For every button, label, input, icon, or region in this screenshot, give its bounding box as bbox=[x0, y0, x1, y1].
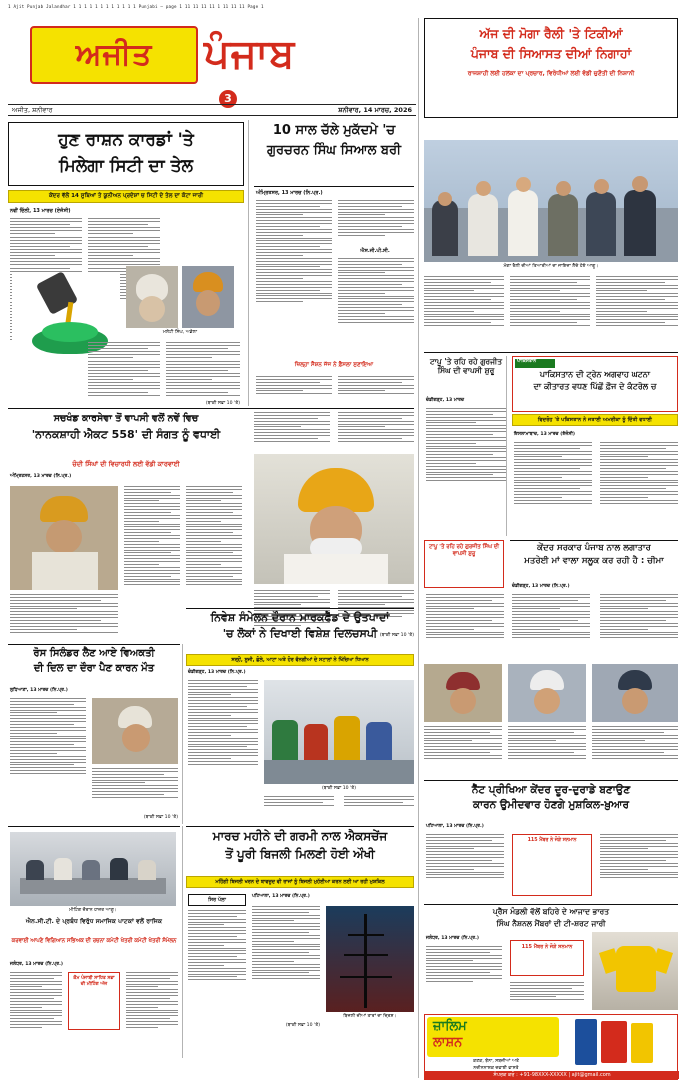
centre-govt-col-2 bbox=[600, 594, 678, 658]
electricity-headline-box bbox=[186, 830, 414, 874]
column-divider-2 bbox=[182, 644, 183, 824]
column-divider-1 bbox=[248, 120, 249, 406]
print-registration-strip: 1 Ajit Punjab Jalandhar 1 1 1 1 1 1 1 1 1 1 1 1 Punjabi — page 1 11 11 11 11 1 11 11 11 Page 1 bbox=[8, 4, 264, 9]
silver-rule bbox=[8, 644, 180, 645]
silver-jumpline: (ਬਾਕੀ ਸਫ਼ਾ 10 'ਤੇ) bbox=[143, 815, 178, 820]
press-byline: ਜਲੰਧਰ, 13 ਮਾਰਚ (ਨਿ.ਪ੍ਰ.) bbox=[426, 936, 479, 941]
turban-portrait-photo bbox=[254, 454, 414, 584]
net-body-col-1 bbox=[426, 834, 504, 900]
masthead bbox=[8, 16, 416, 105]
press-body-col-1 bbox=[426, 946, 502, 1002]
silver-byline: ਲੁਧਿਆਣਾ, 13 ਮਾਰਚ (ਨਿ.ਪ੍ਰ.) bbox=[10, 688, 68, 693]
electricity-photo bbox=[326, 906, 414, 1012]
rally-headline-1: ਅੱਜ ਦੀ ਮੋਗਾ ਰੈਲੀ 'ਤੇ ਟਿਕੀਆਂ bbox=[479, 26, 623, 41]
sachkhand-headline-1: ਸਚਖੰਡ ਕਾਰਸੇਵਾ ਤੋਂ ਵਾਪਸੀ ਵਲੋਂ ਨਵੇਂ ਵਿਚ bbox=[53, 413, 199, 424]
right-body-col-1 bbox=[424, 726, 502, 774]
lead-jumpline: (ਬਾਕੀ ਸਫ਼ਾ 10 'ਤੇ) bbox=[205, 401, 240, 406]
net-headline-2: ਕਾਰਨ ਉਮੀਦਵਾਰ ਹੋਣਗੇ ਮੁਸ਼ਕਿਲ-ਖ਼ੁਆਰ bbox=[472, 799, 629, 812]
electricity-yellow-band: ਮਹਿੰਗੀ ਬਿਜਲੀ ਖਰਨ ਦੇ ਬਾਵਜੂਦ ਵੀ ਰਾਜਾਂ ਨੂੰ ਬਿਜਲੀ ਮੁਹੱਈਆ ਕਰਨ ਲਈ ਆ ਰਹੀ ਮੁਸ਼ਕਿਲ bbox=[186, 876, 414, 888]
ad-brand-line1: ਜ਼ਾਲਿਮ bbox=[433, 1019, 467, 1034]
lead-headline-box bbox=[8, 122, 244, 186]
centre-govt-byline: ਚੰਡੀਗੜ੍ਹ, 13 ਮਾਰਚ (ਨਿ.ਪ੍ਰ.) bbox=[512, 584, 570, 589]
press-red-inset-text: 115 ਮੈਂਬਰ ਨੇ ਜੋੜੇ ਸਨਮਾਨ bbox=[521, 944, 573, 950]
lead-photo-caption: ਮਲੋਟੀ ਸਿੰਘ, ਅਡੋਲਾ bbox=[162, 330, 198, 335]
exhibition-body-col-2 bbox=[264, 796, 334, 812]
sachkhand-redsub: ਚੰਦੀ ਸਿੰਘਾਂ ਦੀ ਵਿਚਾਰਧੀ ਲਈ ਵੱਡੀ ਕਾਰਵਾਈ bbox=[72, 460, 180, 468]
sachkhand-body-col-2 bbox=[124, 486, 180, 640]
electricity-body-col-2 bbox=[252, 906, 320, 1020]
rally-headline-2: ਪੰਜਾਬ ਦੀ ਸਿਆਸਤ ਦੀਆਂ ਨਿਗਾਹਾਂ bbox=[470, 45, 632, 61]
court-subhead: ਜ਼ਿਲ੍ਹਾ ਸੈਸ਼ਨ ਜੱਜ ਨੇ ਫ਼ੈਸਲਾ ਸੁਣਾਇਆ bbox=[294, 362, 374, 368]
ad-brand-line2: ਲਾਸ਼ਨ bbox=[433, 1035, 463, 1050]
meeting-red-inset-text: ਕੌਮ ਪੰਜਾਬੀ ਸਾਹਿਤ ਸਭਾ ਦੀ ਮੀਟਿੰਗ ਅੱਜ bbox=[73, 976, 115, 987]
pak-body-col-2 bbox=[600, 442, 678, 534]
column-divider-3 bbox=[182, 826, 183, 1058]
press-headline-2: ਸਿੰਘ ਨੈਸ਼ਨਲ ਮੈਂਬਰਾਂ ਦੀ ਟੀ-ਸ਼ਰਟ ਜਾਰੀ bbox=[496, 919, 606, 928]
advertisement[interactable] bbox=[424, 1014, 678, 1080]
meeting-body-col-1 bbox=[10, 972, 62, 1058]
inset-red-box bbox=[424, 540, 504, 588]
lead-byline: ਨਵੀਂ ਦਿੱਲੀ, 13 ਮਾਰਚ (ਏਜੰਸੀ) bbox=[10, 208, 71, 214]
exhibition-rule bbox=[186, 608, 414, 609]
pak-headline-2: ਦਾ ਕੀਤਾਰਤ ਵਧਣ ਪਿੱਛੋਂ ਫ਼ੌਜ ਦੇ ਕੰਟਰੋਲ ਚ bbox=[533, 382, 657, 392]
rally-body-col-1 bbox=[424, 276, 504, 348]
edition-number-badge: 3 bbox=[219, 90, 237, 108]
meeting-byline: ਜਲੰਧਰ, 13 ਮਾਰਚ (ਨਿ.ਪ੍ਰ.) bbox=[10, 962, 63, 967]
meeting-rule bbox=[8, 826, 180, 827]
sachkhand-headline-2: 'ਨਾਨਕਸ਼ਾਹੀ ਐਕਟ 558' ਦੀ ਸੰਗਤ ਨੂੰ ਵਧਾਈ bbox=[31, 427, 221, 441]
court-headline-2: ਗੁਰਚਰਨ ਸਿੰਘ ਸਿਆਲ ਬਰੀ bbox=[266, 142, 401, 158]
centre-govt-headline-box bbox=[510, 544, 678, 580]
court-body-col-2b bbox=[338, 258, 414, 356]
electricity-photo-caption: ਬਿਜਲੀ ਦੀਆਂ ਤਾਰਾਂ ਦਾ ਦ੍ਰਿਸ਼। bbox=[343, 1014, 397, 1019]
centre-body-col-a bbox=[254, 412, 330, 450]
ad-tagline: ਕਣਕ, ਝੋਨਾ, ਸਬਜ਼ੀਆਂ ਅਤੇ bbox=[473, 1059, 519, 1064]
sachkhand-byline: ਅੰਮ੍ਰਿਤਸਰ, 13 ਮਾਰਚ (ਨਿ.ਪ੍ਰ.) bbox=[10, 474, 72, 479]
net-body-col-2 bbox=[600, 834, 678, 900]
right-rule-1 bbox=[424, 352, 678, 353]
pak-byline: ਇਸਲਾਮਾਬਾਦ, 13 ਮਾਰਚ (ਏਜੰਸੀ) bbox=[514, 432, 575, 437]
centre-body-col-b bbox=[338, 412, 414, 450]
exhibition-headline-1: ਨਿਵੇਸ਼ ਸੰਮੇਲਨ ਦੌਰਾਨ ਮਾਰਕਫੈੱਡ ਦੇ ਉਤਪਾਦਾਂ bbox=[210, 611, 390, 624]
court-body-col-3 bbox=[256, 376, 332, 404]
masthead-title-punjab: ਪੰਜਾਬ bbox=[204, 31, 296, 77]
silver-headline-box bbox=[8, 648, 180, 684]
silver-photo bbox=[92, 698, 178, 764]
net-red-inset-text: 115 ਮੈਂਬਰ ਨੇ ਜੋੜੇ ਸਨਮਾਨ bbox=[527, 838, 577, 843]
court-headline-1: 10 ਸਾਲ ਚੱਲੇ ਮੁਕੱਦਮੇ 'ਚ bbox=[272, 123, 396, 138]
ad-contact[interactable]: ਸੰਪਰਕ ਕਰੋ : +91-98XXX-XXXXX | ajit@gmail.com bbox=[425, 1071, 679, 1079]
rally-body-col-3 bbox=[596, 276, 678, 348]
meeting-photo-caption: ਮੀਟਿੰਗ ਦੌਰਾਨ ਹਾਜ਼ਰ ਆਗੂ। bbox=[69, 908, 117, 913]
press-photo bbox=[592, 932, 678, 1010]
electricity-jumpline: (ਬਾਕੀ ਸਫ਼ਾ 10 'ਤੇ) bbox=[285, 1023, 320, 1028]
silver-headline-2: ਦੀ ਦਿਲ ਦਾ ਦੌਰਾ ਪੈਣ ਕਾਰਨ ਮੌਤ bbox=[33, 662, 155, 674]
press-red-inset bbox=[510, 940, 584, 976]
court-body-col-2a bbox=[338, 200, 414, 244]
court-body-col-4 bbox=[338, 376, 414, 404]
tap-body-col bbox=[426, 408, 506, 518]
exhibition-body-col-1 bbox=[188, 680, 258, 810]
silver-body-col-1 bbox=[10, 698, 86, 814]
rally-body-col-2 bbox=[510, 276, 590, 348]
masthead-title-ajit: ਅਜੀਤ bbox=[75, 37, 153, 72]
meeting-headline-1: ਐਨ.ਸੀ.ਟੀ. ਦੇ ਪ੍ਰਬੰਧ ਵਿਰੁੱਧ ਸਮਾਜਿਕ ਪਾਟਕਾਂ ਵਲੋਂ ਰਾਜਿਕ bbox=[25, 918, 163, 925]
pak-body-col-1 bbox=[514, 442, 592, 534]
tap-headline-box bbox=[424, 356, 508, 396]
electricity-headline-2: ਤੋਂ ਪੂਰੀ ਬਿਜਲੀ ਮਿਲਣੀ ਹੋਈ ਔਖੀ bbox=[225, 846, 375, 861]
lead-body-col-4 bbox=[166, 342, 240, 400]
exhibition-headline-box bbox=[186, 612, 414, 652]
meeting-red-inset bbox=[68, 972, 120, 1030]
net-headline-box bbox=[424, 784, 678, 820]
court-body-col-1 bbox=[256, 200, 332, 356]
electricity-box-label-frame bbox=[188, 894, 246, 906]
masthead-logo-box bbox=[30, 26, 198, 84]
sachkhand-jumpline: (ਬਾਕੀ ਸਫ਼ਾ 10 'ਤੇ) bbox=[379, 633, 414, 638]
pak-yellow-band: ਵਿਦਰੋਹ 'ਤੇ ਪਕਿਸਤਾਨ ਨੇ ਜਤਾਈ ਅਮਰੀਕਾ ਨੂੰ ਦਿੱਤੀ ਵਧਾਈ bbox=[512, 414, 678, 426]
right-portrait-2 bbox=[508, 664, 586, 722]
lead-headline-1: ਹੁਣ ਰਾਸ਼ਨ ਕਾਰਡਾਂ 'ਤੇ bbox=[58, 130, 194, 150]
exhibition-byline: ਚੰਡੀਗੜ੍ਹ, 13 ਮਾਰਚ (ਨਿ.ਪ੍ਰ.) bbox=[188, 670, 246, 675]
right-rule-2 bbox=[510, 540, 678, 541]
centre-govt-col-0 bbox=[426, 594, 504, 658]
net-byline: ਪਟਿਆਲਾ, 13 ਮਾਰਚ (ਨਿ.ਪ੍ਰ.) bbox=[426, 824, 484, 829]
sachkhand-body-col-1 bbox=[10, 594, 118, 640]
centre-govt-headline-2: ਮਤਰੇਈ ਮਾਂ ਵਾਲਾ ਸਲੂਕ ਕਰ ਰਹੀ ਹੈ : ਚੀਮਾ bbox=[524, 555, 664, 566]
rally-photo-caption: ਮੋਗਾ ਰੈਲੀ ਦੀਆਂ ਤਿਆਰੀਆਂ ਦਾ ਜਾਇਜ਼ਾ ਲੈਂਦੇ ਹੋਏ ਆਗੂ। bbox=[503, 264, 599, 269]
pak-headline-box bbox=[512, 356, 678, 412]
electricity-rule bbox=[186, 826, 414, 827]
right-body-col-2 bbox=[508, 726, 586, 774]
exhibition-headline-2: 'ਚ ਲੋਕਾਂ ਨੇ ਦਿਖਾਈ ਵਿਸ਼ੇਸ਼ ਦਿਲਚਸਪੀ bbox=[222, 626, 378, 640]
portrait-2 bbox=[182, 266, 234, 328]
rally-photo bbox=[424, 140, 678, 262]
electricity-headline-1: ਮਾਰਚ ਮਹੀਨੇ ਦੀ ਗਰਮੀ ਨਾਲ ਐਕਸਚੇਂਜ bbox=[212, 829, 388, 843]
exhibition-body-col-3 bbox=[344, 796, 414, 812]
meeting-headline-2: ਕਰਵਾਈ ਆਪਣੇ ਵਿਗਿਆਨ ਸਭਿਅਕ ਦੀ ਰਚਨਾ ਕਮੇਟੀ ਖੇਤਰੀ ਕਮੇਟੀ ਖੇਤਰੀ ਸੰਮੇਲਨ bbox=[11, 938, 177, 944]
masthead-place: ਅਜੀਤ, ਸ਼ਨੀਵਾਰ bbox=[12, 105, 53, 114]
court-rule bbox=[254, 186, 414, 187]
court-headline-box bbox=[254, 124, 414, 180]
portrait-1 bbox=[126, 266, 178, 328]
left-rule-1 bbox=[8, 408, 414, 409]
right-body-col-3 bbox=[592, 726, 678, 774]
press-headline-1: ਪ੍ਰੈੱਸ ਮੰਡਲੀ ਵੱਲੋਂ ਬਹਿਰੇ ਦੇ ਆਜਾਦ ਭਾਰਤ bbox=[492, 907, 610, 916]
masthead-date: ਸ਼ਨੀਵਾਰ, 14 ਮਾਰਚ, 2026 bbox=[338, 105, 412, 114]
lead-headline-2: ਮਿਲੇਗਾ ਸਿਟੀ ਦਾ ਤੇਲ bbox=[59, 155, 193, 176]
meeting-body-col-2 bbox=[126, 972, 178, 1058]
right-rule-3 bbox=[424, 780, 678, 781]
meeting-photo bbox=[10, 832, 176, 906]
ad-tagline2: ਨਦੀਨਨਾਸ਼ਕ ਦਵਾਈ ਵਾਸਤੇ bbox=[473, 1066, 519, 1071]
silver-headline-1: ਰੋਸ ਸਿਲੰਡਰ ਲੈਣ ਆਏ ਵਿਅਕਤੀ bbox=[33, 648, 155, 659]
lead-yellow-band: ਕੇਂਦਰ ਵੱਲੋਂ 14 ਸੂਬਿਆਂ ਤੇ ਯੂਨੀਅਨ ਪ੍ਰਦੇਸ਼ਾਂ ਚ ਸਿਟੀ ਦੇ ਤੇਲ ਦਾ ਕੋਟਾ ਜਾਰੀ bbox=[8, 190, 244, 203]
press-body-col-2 bbox=[510, 982, 584, 1010]
exhibition-photo-caption: (ਬਾਕੀ ਸਫ਼ਾ 10 'ਤੇ) bbox=[321, 786, 357, 791]
electricity-box-label: ਸਿਰ ਪੱਲਾ bbox=[208, 897, 226, 903]
tap-byline: ਚੰਡੀਗੜ੍ਹ, 13 ਮਾਰਚ bbox=[426, 398, 465, 403]
court-byline: ਅੰਮ੍ਰਿਤਸਰ, 13 ਮਾਰਚ (ਨਿ.ਪ੍ਰ.) bbox=[256, 190, 323, 196]
silver-body-col-2 bbox=[92, 768, 178, 814]
inset-red-text: ਟਾਪੂ 'ਤੇ ਰਹਿ ਰਹੇ ਗੁਰਜੀਤ ਸਿੰਘ ਦੀ ਵਾਪਸੀ ਸ਼ੁਰੂ bbox=[428, 544, 500, 558]
rally-subhead: ਰਾਜਸ਼ਾਹੀ ਲਈ ਹਲਕਾ ਦਾ ਪ੍ਰਚਾਰ, ਵਿਰੋਧੀਆਂ ਲਈ ਵੱਡੀ ਚੁਣੌਤੀ ਦੀ ਨਿਸ਼ਾਨੀ bbox=[467, 69, 635, 77]
masthead-dateline bbox=[8, 104, 416, 116]
pak-flag-label: ਪਾਕਿਸਤਾਨ bbox=[517, 359, 537, 364]
press-rule bbox=[424, 904, 678, 905]
column-divider-4 bbox=[506, 356, 507, 536]
electricity-byline: ਪਟਿਆਲਾ, 13 ਮਾਰਚ (ਨਿ.ਪ੍ਰ.) bbox=[252, 894, 310, 899]
column-divider-main bbox=[418, 18, 419, 1078]
right-portrait-1 bbox=[424, 664, 502, 722]
right-portrait-3 bbox=[592, 664, 678, 722]
centre-govt-headline-1: ਕੇਂਦਰ ਸਰਕਾਰ ਪੰਜਾਬ ਨਾਲ ਲਗਾਤਾਰ bbox=[537, 543, 651, 553]
sachkhand-headline-box bbox=[8, 412, 244, 458]
lead-body-col-3 bbox=[88, 342, 160, 400]
net-red-inset bbox=[512, 834, 592, 896]
net-headline-1: ਨੈੱਟ ਪ੍ਰੀਖਿਆ ਕੇਂਦਰ ਦੂਰ-ਦੁਰਾਡੇ ਬਣਾਉਣ bbox=[471, 784, 631, 796]
exhibition-photo bbox=[264, 680, 414, 784]
sachkhand-photo bbox=[10, 486, 118, 590]
rally-headline-box bbox=[424, 18, 678, 118]
court-kicker: ਐਸ.ਜੀ.ਪੀ.ਸੀ. bbox=[360, 248, 390, 254]
tap-headline: ਟਾਪੂ 'ਤੇ ਰਹਿ ਰਹੇ ਗੁਰਜੀਤ ਸਿੰਘ ਦੀ ਵਾਪਸੀ ਸ਼ੁਰੂ bbox=[429, 357, 503, 375]
pak-headline-1: ਪਾਕਿਸਤਾਨ ਦੀ ਟ੍ਰੇਨ ਅਗਵਾਹ ਘਟਨਾ bbox=[539, 370, 651, 379]
electricity-body-col-1 bbox=[188, 910, 246, 1020]
exhibition-yellow-band: ਸਰ੍ਹੋਂ, ਸੂਜੀ, ਛੋਲੇ, ਆਟਾ ਅਤੇ ਹੋਰ ਵੰਨਗੀਆਂ ਦੇ ਸਟਾਲਾਂ ਨੇ ਖਿੱਚਿਆ ਧਿਆਨ bbox=[186, 654, 414, 666]
centre-govt-col-1 bbox=[512, 594, 590, 658]
